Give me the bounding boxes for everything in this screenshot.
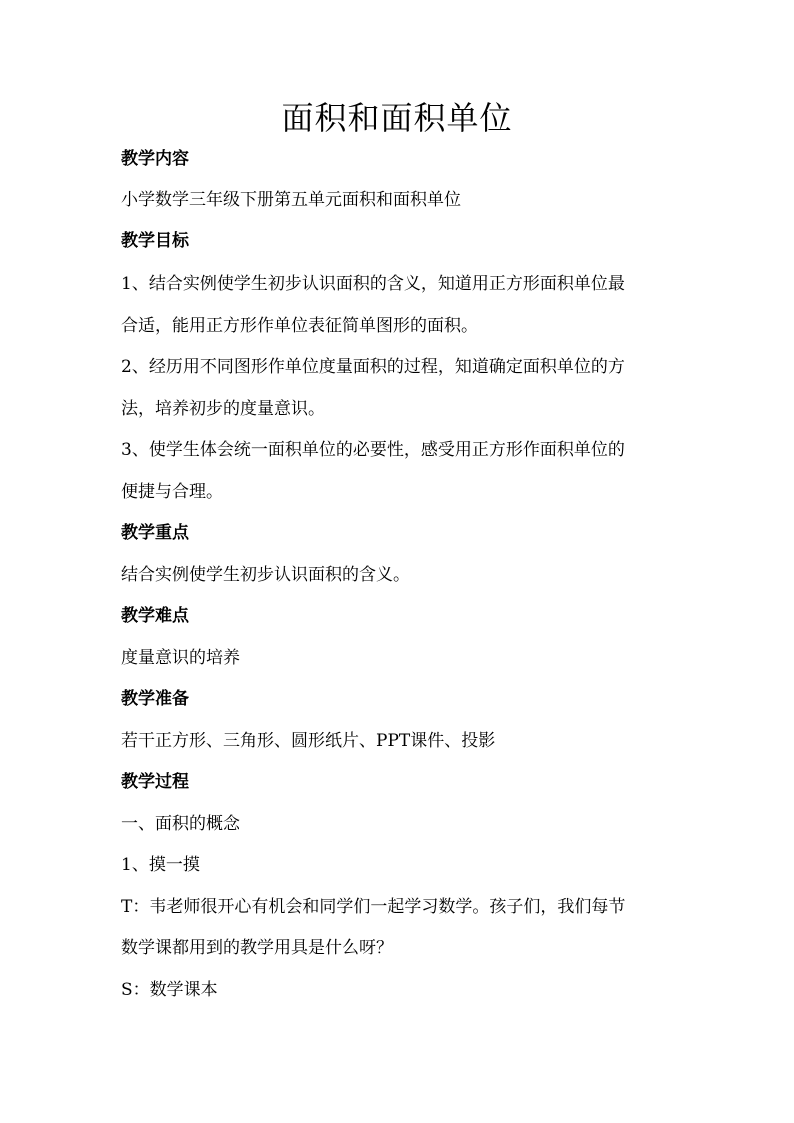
goal-3-line-2: 便捷与合理。 — [121, 482, 223, 502]
section-heading-key-points: 教学重点 — [121, 523, 189, 543]
process-step-1: 1、摸一摸 — [121, 855, 200, 875]
goal-2-line-2: 法，培养初步的度量意识。 — [121, 399, 325, 419]
teacher-line-1: T：韦老师很开心有机会和同学们一起学习数学。孩子们，我们每节 — [121, 897, 626, 917]
process-part-1: 一、面积的概念 — [121, 814, 240, 834]
goal-1-line-1: 1、结合实例使学生初步认识面积的含义，知道用正方形面积单位最 — [121, 274, 625, 294]
teacher-line-2: 数学课都用到的教学用具是什么呀？ — [121, 938, 393, 958]
document-title: 面积和面积单位 — [281, 99, 513, 137]
section-heading-preparation: 教学准备 — [121, 689, 189, 709]
goal-2-line-1: 2、经历用不同图形作单位度量面积的过程，知道确定面积单位的方 — [121, 357, 625, 377]
goal-3-line-1: 3、使学生体会统一面积单位的必要性，感受用正方形作面积单位的 — [121, 440, 625, 460]
student-line: S：数学课本 — [121, 980, 218, 1000]
key-points-text: 结合实例使学生初步认识面积的含义。 — [121, 565, 410, 585]
section-heading-goals: 教学目标 — [121, 231, 189, 251]
section-heading-process: 教学过程 — [121, 772, 189, 792]
goal-1-line-2: 合适，能用正方形作单位表征简单图形的面积。 — [121, 316, 478, 336]
difficulties-text: 度量意识的培养 — [121, 648, 240, 668]
content-text: 小学数学三年级下册第五单元面积和面积单位 — [121, 190, 461, 210]
preparation-text: 若干正方形、三角形、圆形纸片、PPT课件、投影 — [121, 731, 496, 751]
section-heading-content: 教学内容 — [121, 149, 189, 169]
section-heading-difficulties: 教学难点 — [121, 606, 189, 626]
